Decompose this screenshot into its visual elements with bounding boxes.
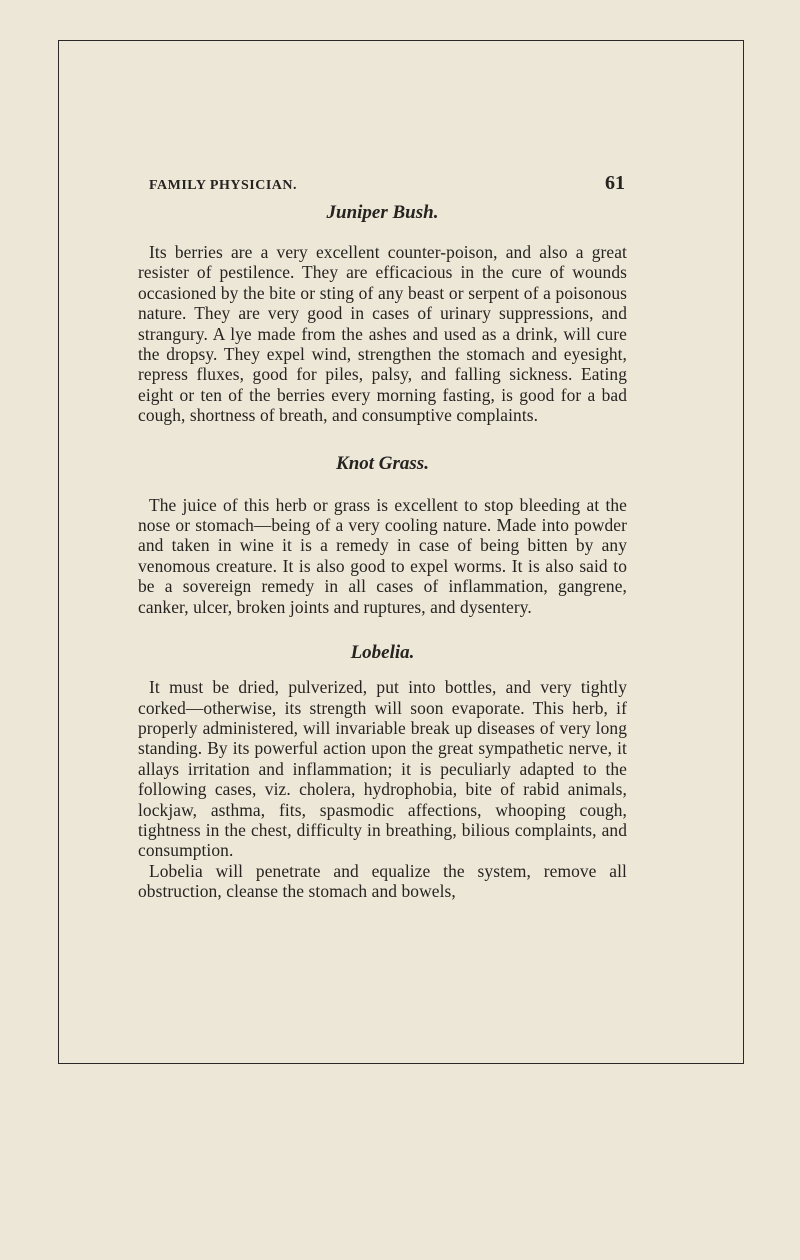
book-page	[138, 172, 627, 902]
paragraph-knot-grass: The juice of this herb or grass is excellent to stop bleeding at the nose or stomach—being of a very cooling nature. Made into powder and taken in wine it is a remedy in case of being bitten by any venomous creature. It is also good to expel worms. It is also said to be a sovereign remedy in all cases of inflammation, gangrene, canker, ulcer, broken joints and ruptures, and dysentery.	[138, 494, 627, 617]
running-head	[138, 172, 627, 196]
section-heading-knot-grass: Knot Grass.	[336, 452, 429, 474]
page-number: 61	[605, 172, 625, 194]
paragraph-lobelia-1: It must be dried, pulverized, put into bottles, and very tightly corked—otherwise, its strength will soon evaporate. This herb, if properly administered, will invariable break up diseases of very long standing. By its powerful action upon the great sympathetic nerve, it allays irritation and inflammation; it is peculiarly adapted to the following cases, viz. cholera, hydrophobia, bite of rabid animals, lockjaw, asthma, fits, spasmodic affections, whooping cough, tightness in the chest, difficulty in breathing, bilious complaints, and consumption.	[138, 677, 627, 861]
section-heading-juniper: Juniper Bush.	[326, 202, 439, 223]
running-head-title: FAMILY PHYSICIAN.	[149, 178, 297, 193]
paragraph-lobelia-2: Lobelia will penetrate and equalize the system, remove all obstruction, cleanse the stomach and bowels,	[138, 860, 627, 902]
section-heading-lobelia: Lobelia.	[350, 642, 415, 664]
paragraph-juniper: Its berries are a very excellent counter-poison, and also a great resister of pestilence. They are efficacious in the cure of wounds occasioned by the bite or sting of any beast or serpent of a poisonous nature. They are very good in cases of urinary suppressions, and strangury. A lye made from the ashes and used as a drink, will cure the dropsy. They expel wind, strengthen the stomach and eyesight, repress fluxes, good for piles, palsy, and falling sickness. Eating eight or ten of the berries every morning fasting, is good for a bad cough, shortness of breath, and consumptive complaints.	[138, 242, 627, 426]
